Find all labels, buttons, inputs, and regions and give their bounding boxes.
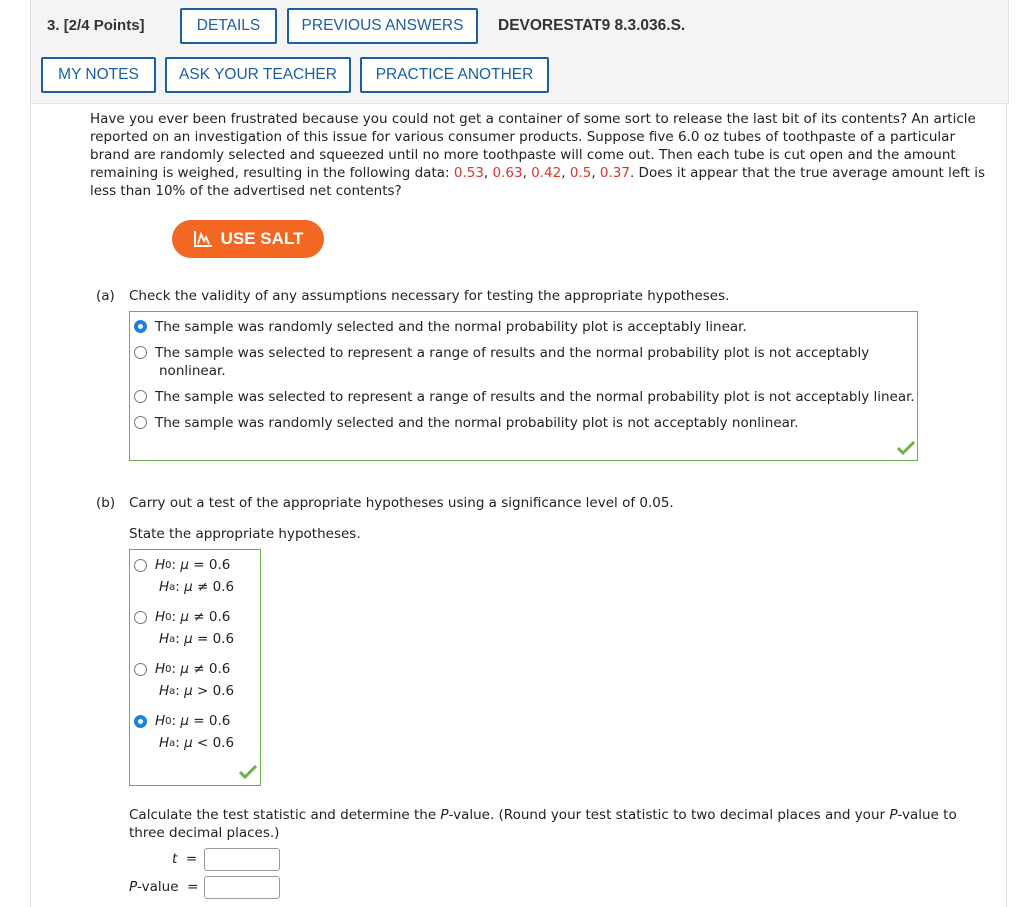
part-b-question: Carry out a test of the appropriate hypotheses using a significance level of 0.05. bbox=[129, 495, 674, 511]
details-button[interactable]: DETAILS bbox=[180, 8, 277, 44]
assumption-option-4[interactable]: The sample was randomly selected and the normal probability plot is not acceptably nonlinear. bbox=[134, 415, 799, 431]
p-value-input[interactable] bbox=[204, 876, 280, 899]
practice-another-button[interactable]: PRACTICE ANOTHER bbox=[360, 57, 549, 93]
data-value: 0.42 bbox=[531, 165, 562, 181]
panel-border-left bbox=[30, 103, 31, 907]
state-hypotheses-prompt: State the appropriate hypotheses. bbox=[129, 526, 361, 542]
salt-chart-icon bbox=[193, 230, 213, 248]
assumption-option-3[interactable]: The sample was selected to represent a range of results and the normal probability plot is not acceptably linear. bbox=[134, 389, 915, 405]
radio-button[interactable] bbox=[134, 663, 147, 676]
calculate-instructions: Calculate the test statistic and determine the P-value. (Round your test statistic to two decimal places and your P-value to three decimal places.) bbox=[129, 807, 957, 841]
part-a-label: (a) bbox=[96, 288, 115, 304]
data-value: 0.63 bbox=[492, 165, 523, 181]
ask-teacher-button[interactable]: ASK YOUR TEACHER bbox=[165, 57, 351, 93]
assumption-option-1[interactable]: The sample was randomly selected and the normal probability plot is acceptably linear. bbox=[134, 319, 747, 335]
data-value: 0.5 bbox=[569, 165, 592, 181]
hypothesis-option-3[interactable]: H 0 : μ ≠ 0.6 H a : μ > 0.6 bbox=[134, 658, 234, 702]
problem-statement: Have you ever been frustrated because you could not get a container of some sort to release the last bit of its contents? An article reported on an investigation of this issue for various consumer products. Suppose five 6.0 oz tubes of toothpaste of a particular brand are randomly selected and squeezed until no more toothpaste will come out. Then each tube is cut open and the amount remaining is weighed, resulting in the following data: 0.53, 0.63, 0.42, 0.5, 0.37. Does it appear that the true average amount left is less than 10% of the advertised net contents? bbox=[90, 111, 986, 199]
hypothesis-option-2[interactable]: H 0 : μ ≠ 0.6 H a : μ = 0.6 bbox=[134, 606, 234, 650]
radio-button[interactable] bbox=[134, 559, 147, 572]
p-value-label: P-value = bbox=[129, 879, 199, 895]
correct-check-icon bbox=[239, 765, 257, 779]
my-notes-button[interactable]: MY NOTES bbox=[41, 57, 156, 93]
data-value: 0.53 bbox=[453, 165, 484, 181]
part-b-label: (b) bbox=[96, 495, 116, 511]
radio-selected[interactable] bbox=[134, 320, 147, 333]
previous-answers-button[interactable]: PREVIOUS ANSWERS bbox=[287, 8, 478, 44]
problem-code: DEVORESTAT9 8.3.036.S. bbox=[498, 17, 686, 34]
radio-button[interactable] bbox=[134, 416, 147, 429]
correct-check-icon bbox=[897, 441, 915, 455]
radio-selected[interactable] bbox=[134, 715, 147, 728]
assumption-option-2[interactable]: The sample was selected to represent a range of results and the normal probability plot is not acceptably nonlinear. bbox=[134, 345, 869, 380]
question-title: 3. [2/4 Points] bbox=[47, 17, 145, 34]
radio-button[interactable] bbox=[134, 611, 147, 624]
hypothesis-option-1[interactable]: H 0 : μ = 0.6 H a : μ ≠ 0.6 bbox=[134, 554, 234, 598]
t-statistic-input[interactable] bbox=[204, 848, 280, 871]
radio-button[interactable] bbox=[134, 346, 147, 359]
radio-button[interactable] bbox=[134, 390, 147, 403]
panel-border-right bbox=[1006, 103, 1007, 907]
hypothesis-option-4[interactable]: H 0 : μ = 0.6 H a : μ < 0.6 bbox=[134, 710, 234, 754]
t-label: t = bbox=[172, 851, 198, 867]
use-salt-button[interactable]: USE SALT bbox=[172, 220, 324, 258]
part-a-question: Check the validity of any assumptions necessary for testing the appropriate hypotheses. bbox=[129, 288, 730, 304]
data-value: 0.37 bbox=[599, 165, 630, 181]
